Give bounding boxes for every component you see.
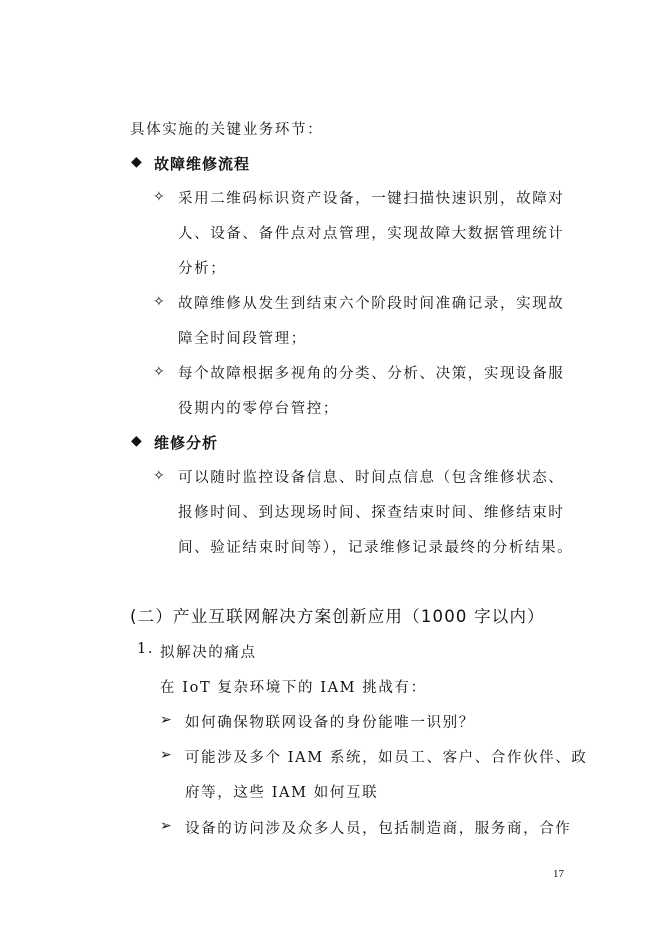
- numbered-item-title: 拟解决的痛点: [160, 645, 257, 661]
- section-heading-fault-repair: 故障维修流程: [154, 155, 251, 173]
- sparkle-bullet-icon: ✧: [153, 189, 165, 205]
- sparkle-bullet-icon: ✧: [153, 468, 165, 484]
- list-item-line: 分析；: [178, 261, 227, 277]
- list-item-line: 人、设备、备件点对点管理，实现故障大数据管理统计: [178, 226, 565, 242]
- list-item-line: 役期内的零停台管控；: [178, 401, 339, 417]
- diamond-bullet-icon: ◆: [131, 433, 142, 449]
- arrow-bullet-icon: ➢: [160, 747, 172, 763]
- arrow-bullet-icon: ➢: [160, 818, 172, 834]
- list-item-line: 府等，这些 IAM 如何互联: [185, 785, 379, 801]
- list-item-line: 如何确保物联网设备的身份能唯一识别？: [185, 715, 475, 731]
- intro-text: 具体实施的关键业务环节：: [130, 122, 324, 138]
- sparkle-bullet-icon: ✧: [153, 294, 165, 310]
- section-heading-industrial-internet: (二）产业互联网解决方案创新应用（1000 字以内）: [130, 607, 545, 626]
- page-number: 17: [553, 868, 564, 880]
- diamond-bullet-icon: ◆: [131, 154, 142, 170]
- section-heading-repair-analysis: 维修分析: [154, 434, 219, 452]
- iot-intro-text: 在 IoT 复杂环境下的 IAM 挑战有：: [160, 680, 427, 696]
- list-item-line: 采用二维码标识资产设备，一键扫描快速识别，故障对: [178, 191, 565, 207]
- arrow-bullet-icon: ➢: [160, 712, 172, 728]
- list-item-line: 间、验证结束时间等），记录维修记录最终的分析结果。: [178, 540, 574, 556]
- sparkle-bullet-icon: ✧: [153, 364, 165, 380]
- list-item-line: 障全时间段管理；: [178, 331, 307, 347]
- list-item-line: 报修时间、到达现场时间、探查结束时间、维修结束时: [178, 505, 565, 521]
- list-item-line: 故障维修从发生到结束六个阶段时间准确记录，实现故: [178, 296, 565, 312]
- list-item-line: 每个故障根据多视角的分类、分析、决策，实现设备服: [178, 366, 565, 382]
- list-item-line: 可能涉及多个 IAM 系统，如员工、客户、合作伙伴、政: [185, 750, 588, 766]
- list-item-line: 可以随时监控设备信息、时间点信息（包含维修状态、: [178, 470, 565, 486]
- list-item-line: 设备的访问涉及众多人员，包括制造商，服务商，合作: [185, 821, 572, 837]
- numbered-item-number: 1.: [137, 641, 155, 657]
